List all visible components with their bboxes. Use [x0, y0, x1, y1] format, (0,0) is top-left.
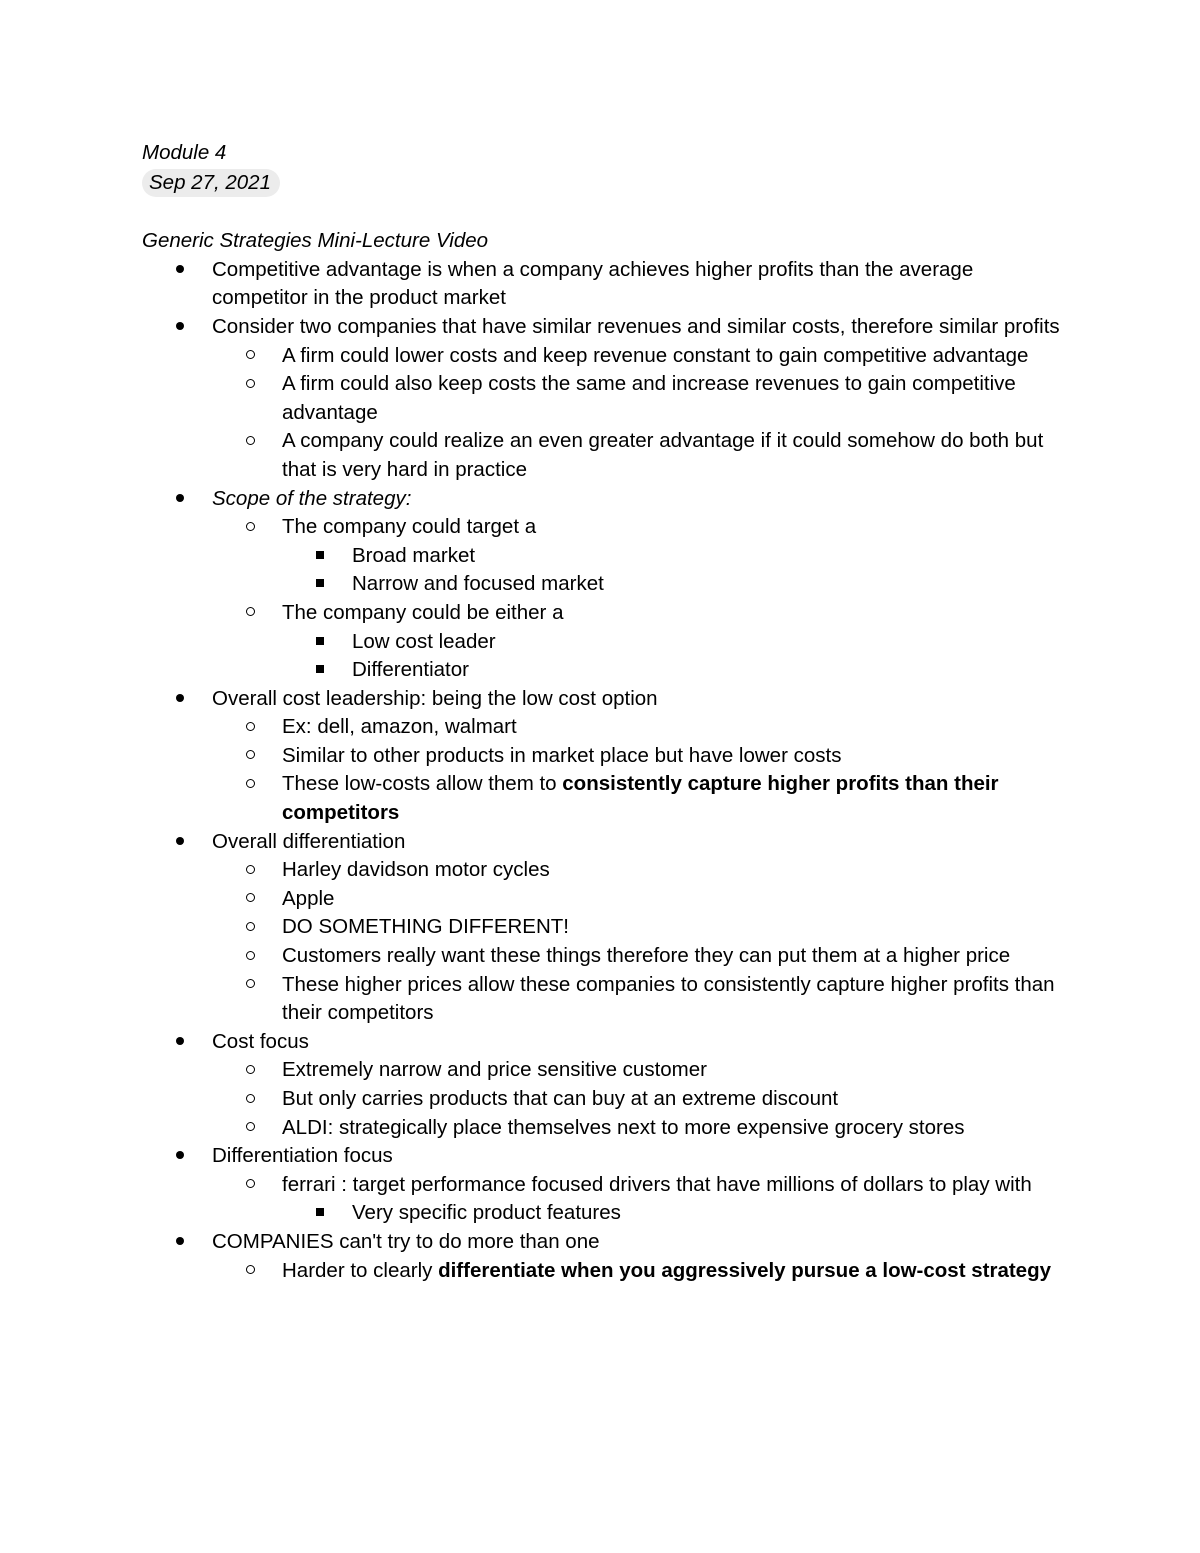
list-item-text: Low cost leader — [352, 629, 496, 653]
sub-list — [142, 856, 1072, 1028]
list-item-text: Narrow and focused market — [352, 572, 604, 596]
list-item — [142, 1028, 1072, 1142]
list-item — [142, 256, 1072, 313]
list-item-text: COMPANIES can't try to do more than one — [212, 1229, 600, 1253]
square-bullet-icon — [316, 1199, 324, 1228]
sub-list-item — [212, 1056, 1072, 1085]
list-item-text: These low-costs allow them to — [282, 772, 563, 796]
sub-list-item — [212, 971, 1072, 1028]
sub-list-item — [212, 913, 1072, 942]
disc-bullet-icon — [176, 1228, 184, 1257]
list-item-text: Differentiation focus — [212, 1144, 393, 1168]
list-item-text: Apple — [282, 886, 335, 910]
sub-sub-list-item — [282, 570, 1072, 599]
list-item — [142, 313, 1072, 485]
circle-bullet-icon — [246, 1056, 255, 1085]
list-item — [142, 1228, 1072, 1285]
list-item-text: Customers really want these things therefore they can put them at a higher price — [282, 944, 1011, 968]
sub-sub-list-item — [282, 542, 1072, 571]
sub-list-item — [212, 942, 1072, 971]
sub-list-item — [212, 513, 1072, 599]
circle-bullet-icon — [246, 1085, 255, 1114]
sub-list — [142, 713, 1072, 827]
bold-text: consistently capture higher profits than their competitors — [282, 772, 999, 825]
circle-bullet-icon — [246, 742, 255, 771]
sub-list-item — [212, 713, 1072, 742]
circle-bullet-icon — [246, 513, 255, 542]
sub-list-item — [212, 742, 1072, 771]
section-title: Generic Strategies Mini-Lecture Video — [142, 229, 489, 253]
sub-list-item — [212, 770, 1072, 827]
circle-bullet-icon — [246, 885, 255, 914]
sub-list-item — [212, 370, 1072, 427]
document-body — [142, 139, 1072, 1285]
list-item-text: Scope of the strategy: — [212, 486, 412, 510]
list-item-text: A firm could also keep costs the same and increase revenues to gain competitive advantage — [282, 372, 1016, 424]
disc-bullet-icon — [176, 313, 184, 342]
sub-sub-list — [212, 628, 1072, 685]
sub-list-item — [212, 1085, 1072, 1114]
bold-text: differentiate when you aggressively pursue a low-cost strategy — [438, 1258, 1051, 1282]
sub-list — [142, 1257, 1072, 1286]
sub-list — [142, 1171, 1072, 1228]
list-item-text: Ex: dell, amazon, walmart — [282, 715, 517, 739]
list-item-text: Very specific product features — [352, 1201, 621, 1225]
disc-bullet-icon — [176, 828, 184, 857]
list-item-text: But only carries products that can buy at an extreme discount — [282, 1087, 839, 1110]
square-bullet-icon — [316, 656, 324, 685]
bullet-list — [142, 256, 1072, 1285]
list-item-text: Consider two companies that have similar revenues and similar costs, therefore similar profits — [212, 314, 1060, 338]
list-item-text: Broad market — [352, 543, 476, 567]
sub-sub-list-item — [282, 656, 1072, 685]
list-item-text: DO SOMETHING DIFFERENT! — [282, 915, 569, 939]
circle-bullet-icon — [246, 599, 255, 628]
disc-bullet-icon — [176, 685, 184, 714]
sub-sub-list-item — [282, 628, 1072, 657]
sub-sub-list — [212, 542, 1072, 599]
list-item-text: Cost focus — [212, 1029, 309, 1053]
list-item-text: Similar to other products in market place but have lower costs — [282, 743, 842, 767]
circle-bullet-icon — [246, 1257, 255, 1286]
list-item-text: A firm could lower costs and keep revenue constant to gain competitive advantage — [282, 343, 1029, 367]
list-item — [142, 485, 1072, 685]
sub-list-item — [212, 599, 1072, 685]
square-bullet-icon — [316, 542, 324, 571]
list-item — [142, 828, 1072, 1028]
list-item-text: A company could realize an even greater advantage if it could somehow do both but that is very hard in practice — [282, 429, 1044, 481]
list-item-text: Differentiator — [352, 658, 469, 682]
disc-bullet-icon — [176, 256, 184, 285]
disc-bullet-icon — [176, 1142, 184, 1171]
circle-bullet-icon — [246, 942, 255, 971]
circle-bullet-icon — [246, 856, 255, 885]
list-item-text: Overall cost leadership: being the low cost option — [212, 686, 658, 710]
circle-bullet-icon — [246, 971, 255, 1000]
sub-list-item — [212, 856, 1072, 885]
list-item-text: Overall differentiation — [212, 829, 406, 853]
date-chip[interactable]: Sep 27, 2021 — [142, 169, 280, 197]
square-bullet-icon — [316, 570, 324, 599]
sub-list — [142, 513, 1072, 685]
list-item — [142, 685, 1072, 828]
sub-list-item — [212, 1171, 1072, 1228]
sub-sub-list-item — [282, 1199, 1072, 1228]
module-title: Module 4 — [142, 141, 227, 164]
list-item — [142, 1142, 1072, 1228]
disc-bullet-icon — [176, 1028, 184, 1057]
sub-list-item — [212, 885, 1072, 914]
list-item-text: These higher prices allow these companies to consistently capture higher profits than their competitors — [282, 972, 1055, 1025]
list-item-text: Harder to clearly — [282, 1258, 439, 1282]
circle-bullet-icon — [246, 370, 255, 399]
list-item-text: Extremely narrow and price sensitive customer — [282, 1058, 707, 1082]
square-bullet-icon — [316, 628, 324, 657]
circle-bullet-icon — [246, 427, 255, 456]
circle-bullet-icon — [246, 342, 255, 371]
sub-sub-list — [212, 1199, 1072, 1228]
circle-bullet-icon — [246, 1171, 255, 1200]
sub-list — [142, 1056, 1072, 1142]
circle-bullet-icon — [246, 713, 255, 742]
circle-bullet-icon — [246, 1114, 255, 1143]
list-item-text: The company could target a — [282, 515, 537, 539]
disc-bullet-icon — [176, 485, 184, 514]
sub-list-item — [212, 427, 1072, 484]
circle-bullet-icon — [246, 770, 255, 799]
blank-line — [142, 197, 1072, 227]
sub-list-item — [212, 1114, 1072, 1143]
list-item-text: Competitive advantage is when a company achieves higher profits than the average competitor in the product market — [212, 257, 974, 310]
list-item-text: The company could be either a — [282, 600, 564, 624]
circle-bullet-icon — [246, 913, 255, 942]
sub-list — [142, 342, 1072, 485]
sub-list-item — [212, 342, 1072, 371]
list-item-text: ferrari : target performance focused drivers that have millions of dollars to play with — [282, 1172, 1032, 1196]
list-item-text: Harley davidson motor cycles — [282, 858, 550, 882]
sub-list-item — [212, 1257, 1072, 1286]
list-item-text: ALDI: strategically place themselves next to more expensive grocery stores — [282, 1115, 965, 1139]
